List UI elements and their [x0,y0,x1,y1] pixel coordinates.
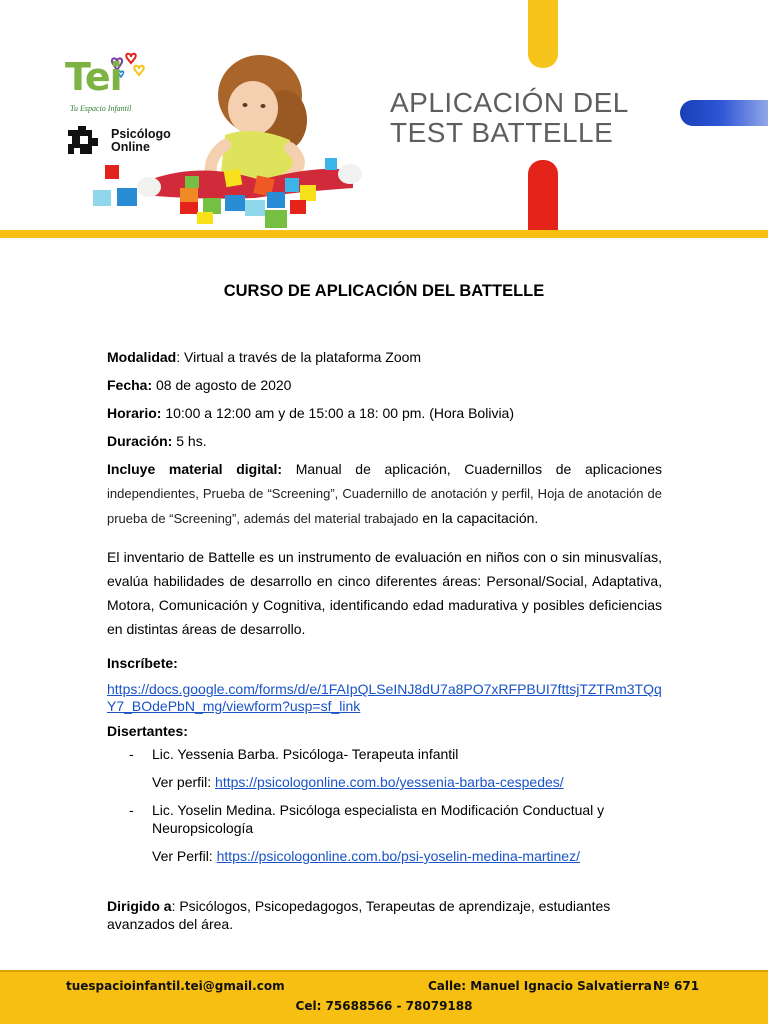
list-dash: - [129,802,134,818]
decorative-blue-bar [680,100,768,126]
course-content [107,345,662,933]
dirigido-row [107,897,662,933]
psicologo-online-logo-text [111,128,171,154]
puzzle-icon [66,124,106,158]
title-line-1: APLICACIÓN DEL [390,87,629,118]
material-value-rest: independientes, Prueba de “Screening”, Cuadernillo de anotación y perfil, Hoja de anotación de prueba de “Screening”, además del material trabajado [107,486,662,526]
fecha-row [107,373,662,397]
inscribete-label: Inscríbete: [107,655,178,671]
material-value-start: Manual de aplicación, Cuadernillos de aplicaciones [282,461,662,477]
material-label: Incluye material digital: [107,461,283,477]
horario-label: Horario: [107,405,162,421]
horario-value: 10:00 a 12:00 am y de 15:00 a 18: 00 pm. (Hora Bolivia) [161,405,514,421]
duracion-value: 5 hs. [172,433,207,449]
material-row [107,457,662,531]
speaker-name: Lic. Yessenia Barba. Psicóloga- Terapeuta infantil [152,746,459,762]
horario-row [107,401,662,425]
course-title: CURSO DE APLICACIÓN DEL BATTELLE [223,282,545,300]
footer-address: Calle: Manuel Ignacio Salvatierra [428,979,652,993]
speaker-profile-link[interactable]: https://psicologonline.com.bo/psi-yoselin-medina-martinez/ [216,848,580,864]
registration-form-link[interactable]: https://docs.google.com/forms/d/e/1FAIpQLSeINJ8dU7a8PO7xRFPBUI7fttsjTZTRm3TQqY7_BOdePbN_mg/viewform?usp=sf_link [107,681,662,714]
tei-logo-subtitle: Tu Espacio Infantil [70,104,132,113]
list-dash: - [129,746,134,762]
disertantes-label: Disertantes: [107,723,188,739]
decorative-yellow-bar [528,0,558,68]
speaker-profile-row [107,773,662,791]
title-line-2: TEST BATTELLE [390,117,614,148]
modalidad-value: : Virtual a través de la plataforma Zoom [176,349,422,365]
dirigido-value: : Psicólogos, Psicopedagogos, Terapeutas de aprendizaje, estudiantes avanzados del área. [107,898,611,932]
footer-email: tuespacioinfantil.tei@gmail.com [66,979,285,993]
modalidad-label: Modalidad [107,349,177,365]
online-line: Online [111,140,150,154]
header-divider [0,230,768,238]
speaker-item [107,745,662,763]
psicologo-line: Psicólogo [111,127,171,141]
fecha-label: Fecha: [107,377,153,393]
profile-label: Ver perfil: [152,774,216,790]
speaker-item [107,801,662,837]
battelle-description: El inventario de Battelle es un instrumento de evaluación en niños con o sin minusvalías, evalúa habilidades de desarrollo en cinco diferentes áreas: Personal/Social, Adaptativa, Motora, Comunicación y Cognitiva, identificando edad madurativa y posibles deficiencias en distintas áreas de desarrollo. [107,549,662,637]
profile-label: Ver Perfil: [152,848,217,864]
fecha-value: 08 de agosto de 2020 [152,377,292,393]
material-value-end: en la capacitación. [418,510,539,526]
inscribete-row [107,681,662,715]
footer-phone: Cel: 75688566 - 78079188 [295,999,473,1013]
speaker-profile-link[interactable]: https://psicologonline.com.bo/yessenia-barba-cespedes/ [215,774,564,790]
page-title [390,88,680,148]
footer-street-number: Nº 671 [653,979,700,993]
tei-logo-text: Tei [65,55,122,99]
speaker-profile-row [107,847,662,865]
duracion-label: Duración: [107,433,173,449]
speaker-name: Lic. Yoselin Medina. Psicóloga especialista en Modificación Conductual y Neuropsicología [152,802,605,836]
decorative-red-bar [528,160,558,232]
duracion-row [107,429,662,453]
modalidad-row [107,345,662,369]
dirigido-label: Dirigido a [107,898,172,914]
